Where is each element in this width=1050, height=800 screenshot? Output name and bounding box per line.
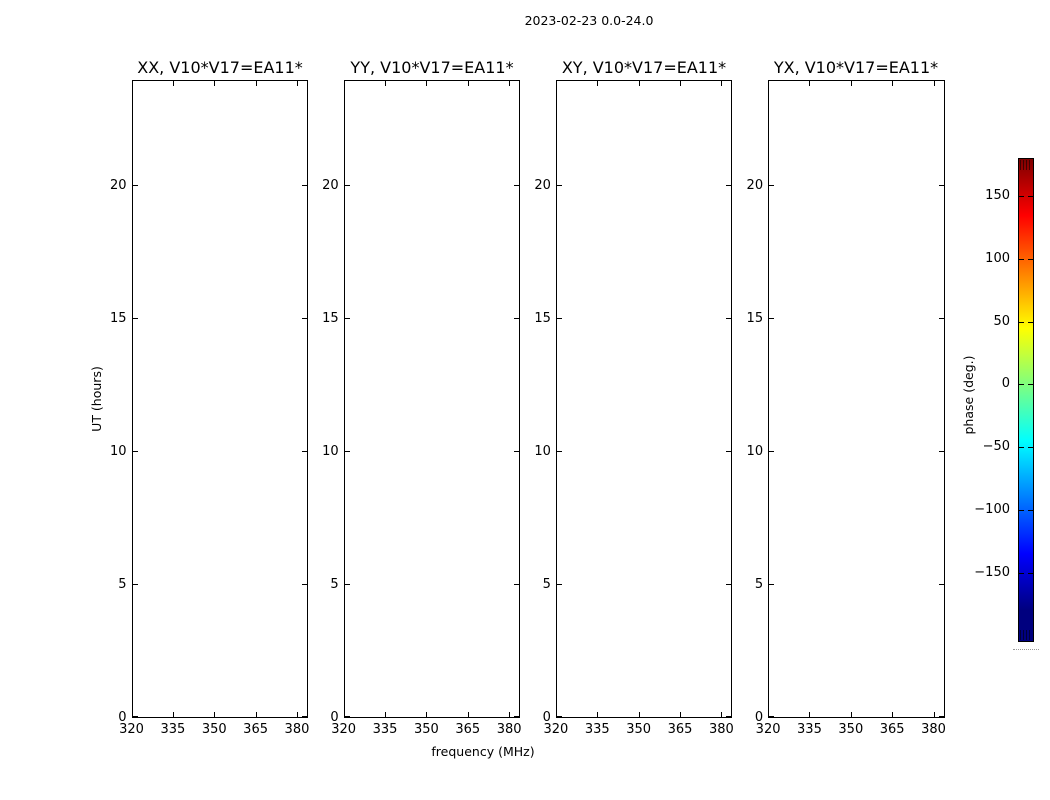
y-tick-left (557, 318, 562, 319)
y-tick-label: 15 (534, 311, 551, 327)
x-tick-bottom (851, 712, 852, 717)
x-tick-top (468, 81, 469, 86)
x-tick-top (385, 81, 386, 86)
x-tick-top (256, 81, 257, 86)
x-tick-top (809, 81, 810, 86)
y-tick-left (557, 716, 562, 717)
x-tick-top (132, 81, 133, 86)
y-axis-label: UT (hours) (89, 366, 104, 432)
colorbar-label: phase (deg.) (961, 355, 976, 435)
panel-title-xy: XY, V10*V17=EA11* (561, 58, 727, 77)
x-tick-label: 335 (797, 722, 822, 737)
y-tick-left (133, 451, 138, 452)
y-tick-left (557, 584, 562, 585)
y-tick-label: 0 (542, 710, 551, 725)
x-tick-bottom (597, 712, 598, 717)
x-tick-label: 380 (708, 722, 734, 737)
x-tick-label: 350 (201, 722, 227, 737)
y-tick-left (769, 584, 774, 585)
y-tick-left (769, 185, 774, 186)
y-tick-right (939, 185, 944, 186)
x-tick-top (680, 81, 681, 86)
y-tick-label: 15 (746, 311, 764, 327)
colorbar-tick-right (1028, 322, 1033, 323)
y-tick-label: 0 (118, 710, 127, 725)
colorbar-tick-label: 50 (993, 313, 1010, 329)
x-tick-top (597, 81, 598, 86)
x-tick-label: 350 (626, 722, 652, 737)
colorbar-tick-label: 100 (985, 250, 1010, 266)
colorbar-tick-label: 150 (985, 187, 1010, 203)
y-tick-label: 5 (542, 577, 551, 593)
x-tick-bottom (934, 712, 935, 717)
y-tick-left (133, 716, 138, 717)
colorbar-tick-left (1019, 196, 1024, 197)
y-tick-right (939, 451, 944, 452)
x-tick-label: 365 (879, 722, 905, 737)
x-tick-bottom (680, 712, 681, 717)
colorbar-tick-right (1028, 510, 1033, 511)
y-tick-left (769, 716, 774, 717)
panel-title-xx: XX, V10*V17=EA11* (137, 58, 303, 77)
panel-title-yx: YX, V10*V17=EA11* (773, 58, 939, 77)
y-tick-label: 20 (746, 178, 764, 194)
y-tick-label: 5 (754, 577, 764, 593)
y-tick-label: 10 (746, 444, 764, 460)
x-tick-label: 350 (414, 722, 439, 737)
x-tick-bottom (892, 712, 893, 717)
x-tick-label: 335 (584, 722, 610, 737)
x-tick-label: 365 (667, 722, 693, 737)
x-tick-bottom (214, 712, 215, 717)
x-axis-label: frequency (MHz) (431, 744, 535, 759)
y-tick-label: 10 (322, 444, 339, 460)
y-tick-label: 0 (754, 710, 764, 725)
x-tick-top (892, 81, 893, 86)
y-tick-left (345, 716, 350, 717)
x-tick-top (768, 81, 769, 86)
colorbar-tick-left (1019, 510, 1024, 511)
panel-yy (344, 80, 521, 718)
x-tick-label: 320 (331, 722, 357, 737)
x-tick-top (934, 81, 935, 86)
colorbar-tick-right (1028, 447, 1033, 448)
y-tick-label: 15 (109, 311, 127, 327)
figure-title: 2023-02-23 0.0-24.0 (524, 13, 654, 28)
colorbar-tick-left (1019, 384, 1024, 385)
y-tick-left (345, 451, 350, 452)
x-tick-top (297, 81, 298, 86)
colorbar-dotted-edge (1013, 649, 1039, 650)
colorbar-tick-label: 0 (1001, 376, 1010, 392)
x-tick-bottom (173, 712, 174, 717)
colorbar-tick-left (1019, 447, 1024, 448)
x-tick-label: 365 (243, 722, 268, 737)
y-tick-left (557, 451, 562, 452)
x-tick-bottom (468, 712, 469, 717)
x-tick-bottom (809, 712, 810, 717)
colorbar (1018, 158, 1034, 642)
y-tick-label: 20 (534, 178, 551, 194)
x-tick-label: 350 (838, 722, 864, 737)
y-tick-left (769, 451, 774, 452)
y-tick-label: 5 (330, 577, 339, 593)
colorbar-hatch-top (1020, 160, 1032, 170)
y-tick-left (345, 318, 350, 319)
x-tick-label: 380 (921, 722, 946, 737)
x-tick-label: 335 (372, 722, 398, 737)
colorbar-hatch-bottom (1020, 630, 1032, 640)
x-tick-top (426, 81, 427, 86)
x-tick-top (639, 81, 640, 86)
colorbar-tick-right (1028, 573, 1033, 574)
y-tick-left (557, 185, 562, 186)
x-tick-bottom (426, 712, 427, 717)
x-tick-label: 380 (496, 722, 522, 737)
y-tick-right (939, 318, 944, 319)
y-tick-left (133, 584, 138, 585)
y-tick-label: 20 (322, 178, 339, 194)
x-tick-top (721, 81, 722, 86)
x-tick-bottom (639, 712, 640, 717)
x-tick-label: 365 (455, 722, 481, 737)
x-tick-bottom (256, 712, 257, 717)
y-tick-left (133, 318, 138, 319)
x-tick-label: 320 (755, 722, 781, 737)
y-tick-label: 0 (330, 710, 339, 725)
x-tick-label: 320 (543, 722, 569, 737)
panel-yx (768, 80, 945, 718)
colorbar-tick-left (1019, 573, 1024, 574)
panel-title-yy: YY, V10*V17=EA11* (350, 58, 514, 77)
x-tick-top (173, 81, 174, 86)
colorbar-tick-left (1019, 259, 1024, 260)
x-tick-label: 380 (284, 722, 310, 737)
panel-xx (132, 80, 309, 718)
x-tick-label: 335 (160, 722, 186, 737)
colorbar-tick-right (1028, 196, 1033, 197)
colorbar-tick-right (1028, 384, 1033, 385)
y-tick-label: 5 (118, 577, 127, 593)
y-tick-left (769, 318, 774, 319)
y-tick-label: 20 (109, 178, 127, 194)
x-tick-top (344, 81, 345, 86)
colorbar-tick-right (1028, 259, 1033, 260)
y-tick-left (345, 185, 350, 186)
y-tick-left (345, 584, 350, 585)
y-tick-left (133, 185, 138, 186)
x-tick-label: 320 (119, 722, 144, 737)
x-tick-top (509, 81, 510, 86)
y-tick-label: 10 (109, 444, 127, 460)
colorbar-tick-label: −50 (982, 439, 1010, 455)
y-tick-right (939, 584, 944, 585)
colorbar-tick-label: −150 (974, 565, 1010, 581)
y-tick-label: 10 (534, 444, 551, 460)
panel-xy (556, 80, 733, 718)
x-tick-top (851, 81, 852, 86)
colorbar-tick-left (1019, 322, 1024, 323)
x-tick-bottom (385, 712, 386, 717)
x-tick-top (556, 81, 557, 86)
x-tick-top (214, 81, 215, 86)
y-tick-right (939, 716, 944, 717)
y-tick-label: 15 (322, 311, 339, 327)
colorbar-tick-label: −100 (974, 502, 1010, 518)
